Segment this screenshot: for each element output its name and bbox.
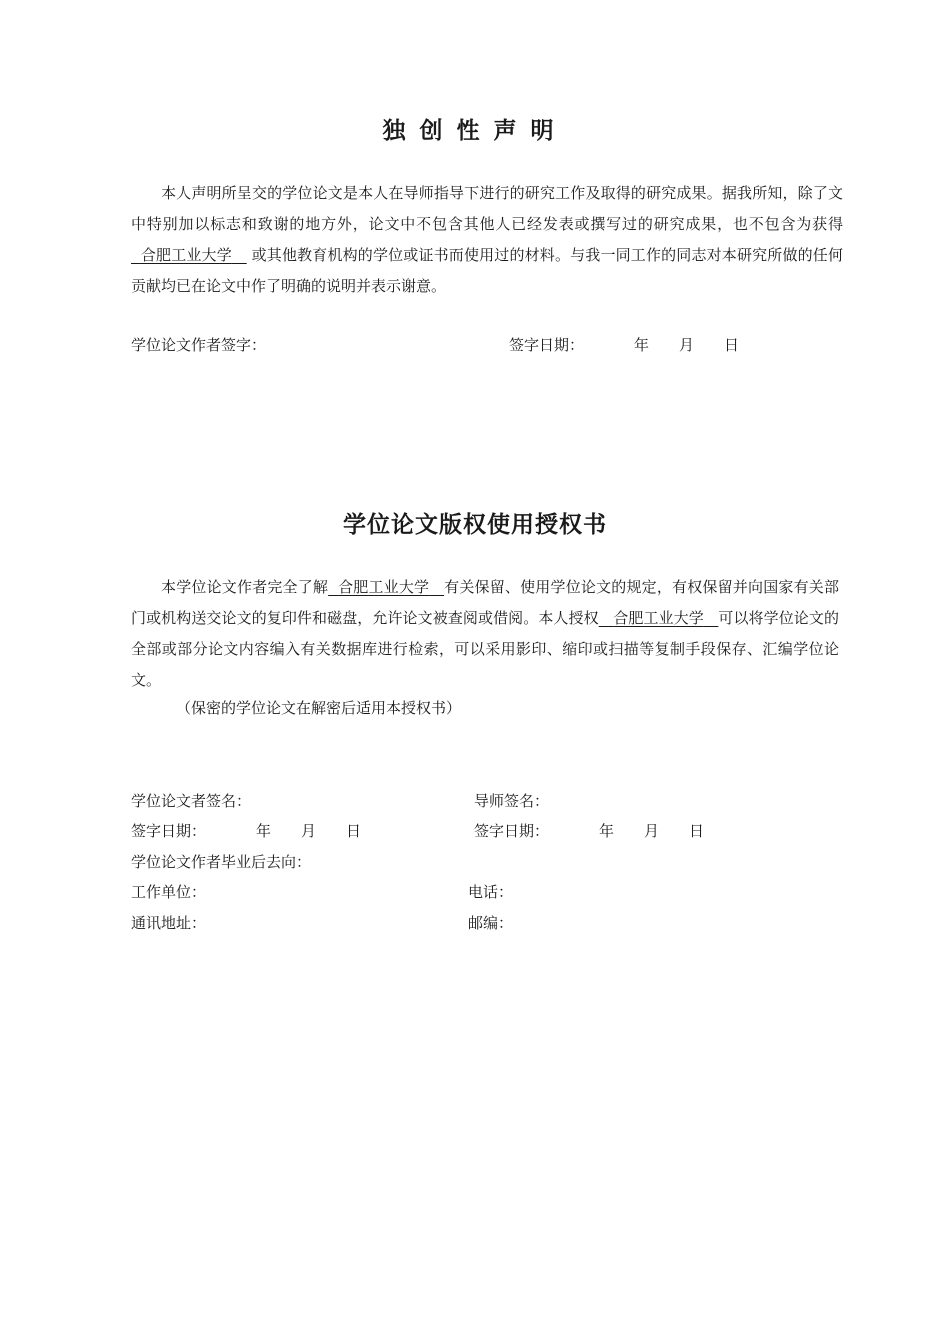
after-graduation-label: 学位论文作者毕业后去向：: [131, 853, 312, 871]
authorization-university-1: 合肥工业大学: [338, 578, 430, 596]
phone-label: 电话：: [468, 883, 514, 901]
advisor-sign-label: 导师签名：: [474, 792, 550, 810]
authorization-university-2: 合肥工业大学: [613, 609, 704, 627]
originality-text-b: 或其他教育机构的学位或证书而使用过的材料。与我一同工作的同志对本研究所做的任何贡献均已在论文中作了明确的说明并表示谢意。: [131, 246, 843, 295]
day-label: 日: [689, 822, 705, 840]
month-label: 月: [644, 822, 660, 840]
originality-statement: [131, 178, 843, 302]
year-label: 年: [256, 822, 272, 840]
year-label: 年: [634, 336, 650, 354]
authorization-note: （保密的学位论文在解密后适用本授权书）: [176, 699, 462, 717]
month-label: 月: [679, 336, 695, 354]
employer-label: 工作单位：: [131, 883, 207, 901]
day-label: 日: [346, 822, 362, 840]
advisor-sign-date: [474, 820, 704, 841]
authorization-title: 学位论文版权使用授权书: [343, 512, 607, 538]
sign-date-label: 签字日期：: [131, 822, 207, 840]
originality-title: 独创性声明: [382, 118, 568, 144]
month-label: 月: [301, 822, 317, 840]
originality-sign-date: [509, 334, 739, 355]
originality-university: 合肥工业大学: [140, 246, 232, 264]
authorization-text-b: 有关保留、使用学位论文的规定，有权保留并向国家有关部门或机构送交论文的复印件和磁盘，允许论文被查阅或借阅。本人授权: [131, 578, 839, 627]
authorization-statement: [131, 572, 839, 696]
day-label: 日: [724, 336, 740, 354]
year-label: 年: [599, 822, 615, 840]
authorization-text-a: 本学位论文作者完全了解: [161, 578, 329, 596]
originality-text-a: 本人声明所呈交的学位论文是本人在导师指导下进行的研究工作及取得的研究成果。据我所知，除了文中特别加以标志和致谢的地方外，论文中不包含其他人已经发表或撰写过的研究成果，也不包含为获得: [131, 184, 843, 233]
authorization-author-sign-label: 学位论文者签名：: [131, 792, 252, 810]
sign-date-label: 签字日期：: [474, 822, 550, 840]
postcode-label: 邮编：: [468, 914, 514, 932]
authorization-text-c: 可以将学位论文的全部或部分论文内容编入有关数据库进行检索，可以采用影印、缩印或扫描等复制手段保存、汇编学位论文。: [131, 609, 839, 689]
sign-date-label: 签字日期：: [509, 336, 585, 354]
author-sign-date: [131, 820, 361, 841]
address-label: 通讯地址：: [131, 914, 207, 932]
originality-author-sign-label: 学位论文作者签字：: [131, 336, 267, 354]
